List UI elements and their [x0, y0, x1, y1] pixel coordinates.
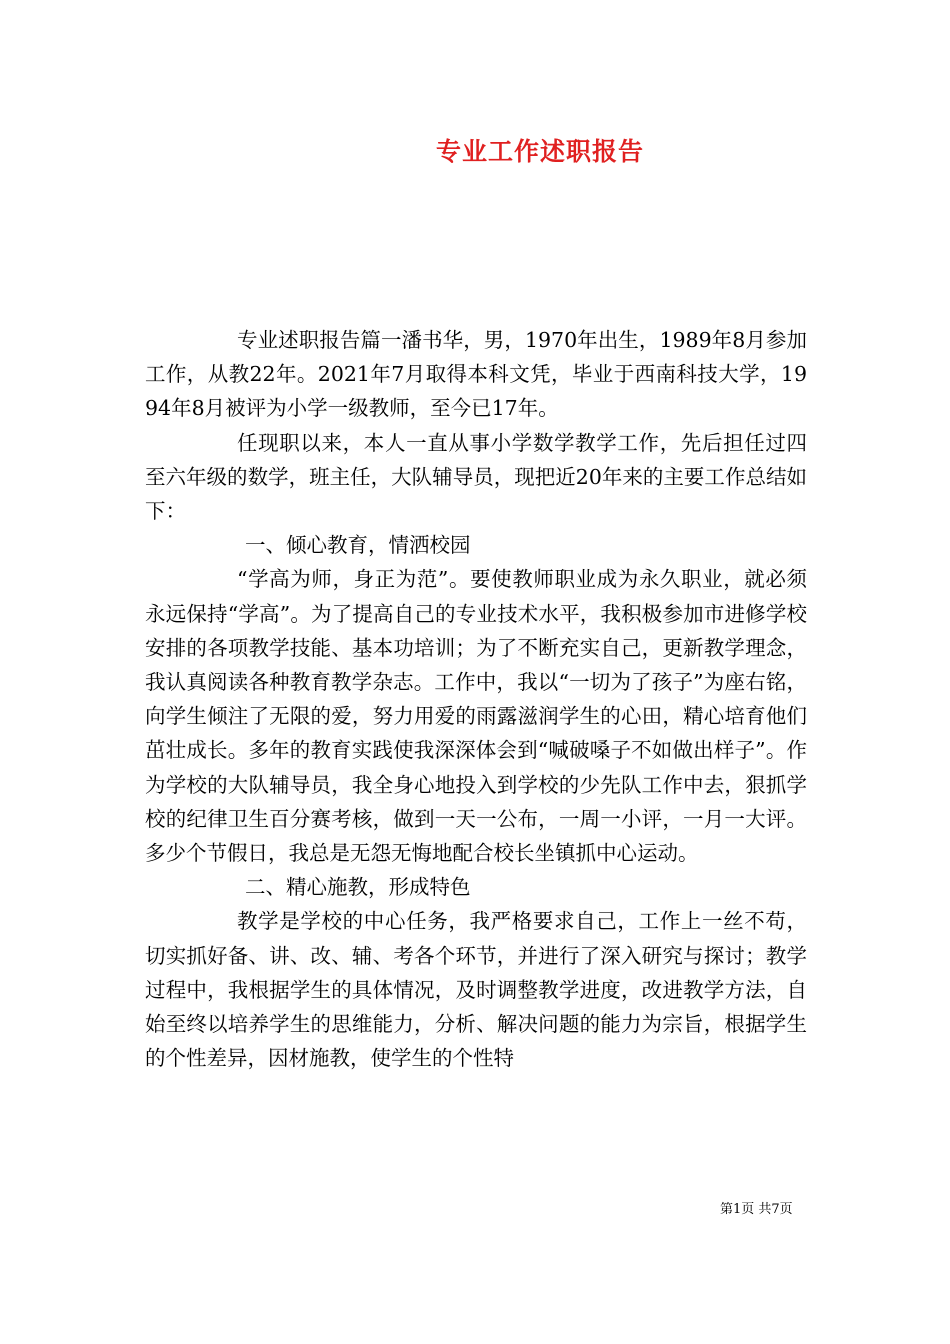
paragraph-intro: 专业述职报告篇一潘书华，男，1970年出生，1989年8月参加工作，从教22年。2021年7月取得本科文凭，毕业于西南科技大学，1994年8月被评为小学一级教师，至今已17年。 [145, 328, 807, 421]
document-title: 专业工作述职报告 [435, 137, 644, 166]
paragraph-section-1: “学高为师，身正为范”。要使教师职业成为永久职业，就必须永远保持“学高”。为了提高自己的专业技术水平，我积极参加市进修学校安排的各项教学技能、基本功培训；为了不断充实自己，更新教学理念，我认真阅读各种教育教学杂志。工作中，我以“一切为了孩子”为座右铭，向学生倾注了无限的爱，努力用爱的雨露滋润学生的心田，精心培育他们茁壮成长。多年的教育实践使我深深体会到“喊破嗓子不如做出样子”。作为学校的大队辅导员，我全身心地投入到学校的少先队工作中去，狠抓学校的纪律卫生百分赛考核，做到一天一公布，一周一小评，一月一大评。多少个节假日，我总是无怨无悔地配合校长坐镇抓中心运动。 [145, 567, 807, 866]
section-heading-2: 二、精心施教，形成特色 [245, 875, 471, 900]
paragraph-section-2: 教学是学校的中心任务，我严格要求自己，工作上一丝不苟，切实抓好备、讲、改、辅、考各个环节，并进行了深入研究与探讨；教学过程中，我根据学生的具体情况，及时调整教学进度，改进教学方法，自始至终以培养学生的思维能力，分析、解决问题的能力为宗旨，根据学生的个性差异，因材施教，使学生的个性特 [145, 909, 807, 1071]
page-number-footer: 第1页 共7页 [720, 1202, 793, 1217]
section-heading-1: 一、倾心教育，情洒校园 [245, 533, 471, 558]
document-body [145, 323, 807, 1075]
paragraph-summary: 任现职以来，本人一直从事小学数学教学工作，先后担任过四至六年级的数学，班主任，大队辅导员，现把近20年来的主要工作总结如下： [145, 430, 807, 524]
